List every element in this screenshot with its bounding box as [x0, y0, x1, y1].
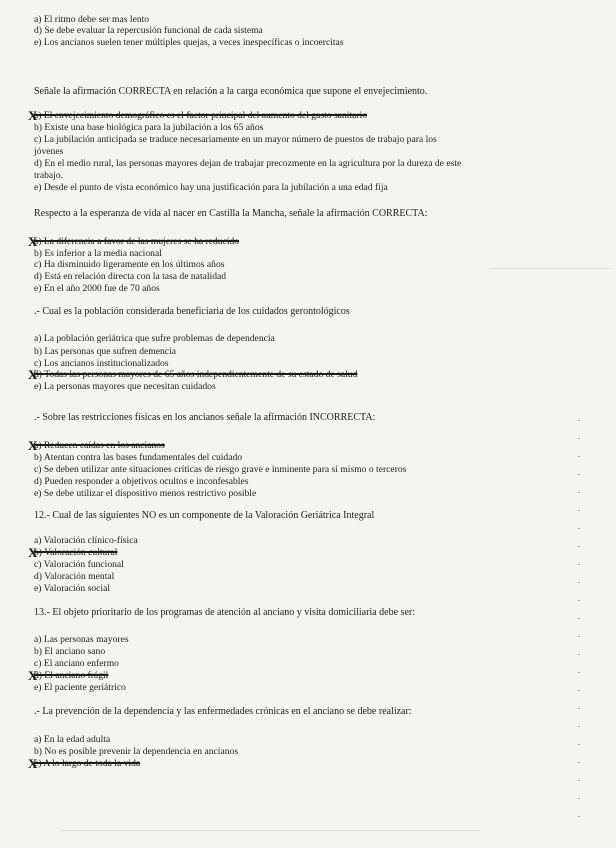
scan-artifact	[578, 456, 580, 457]
answer-option: b) El anciano sano	[34, 646, 106, 657]
answer-checkmark: X	[28, 438, 38, 453]
answer-option: e) Valoración social	[34, 583, 111, 594]
scan-artifact	[578, 618, 580, 619]
answer-option: d) Todas las personas mayores de 65 años independientemente de su estado de salud	[34, 369, 358, 380]
scan-artifact	[578, 744, 580, 745]
scan-artifact	[578, 546, 580, 547]
answer-checkmark: X	[28, 108, 38, 123]
question-text: 12.- Cual de las siguientes NO es un componente de la Valoración Geriátrica Integral	[34, 510, 375, 521]
answer-option: e) La personas mayores que necesitan cuidados	[34, 381, 216, 392]
answer-option: b) Existe una base biológica para la jubilación a los 65 años	[34, 122, 264, 133]
scan-artifact	[578, 600, 580, 601]
scan-artifact	[578, 582, 580, 583]
scan-artifact	[578, 528, 580, 529]
answer-option: a) El ritmo debe ser mas lento	[34, 14, 150, 25]
scan-noise	[490, 268, 610, 269]
answer-option: c) Los ancianos institucionalizados	[34, 358, 169, 369]
answer-option: c) Ha disminuido ligeramente en los últimos años	[34, 259, 225, 270]
answer-option: e) En el año 2000 fue de 70 años	[34, 283, 160, 294]
answer-option: c) El anciano enfermo	[34, 658, 119, 669]
answer-option: a) En la edad adulta	[34, 734, 111, 745]
answer-option: a) Las personas mayores	[34, 634, 129, 645]
answer-option: d) El anciano frágil	[34, 670, 109, 681]
answer-option: e) Se debe utilizar el dispositivo menos restrictivo posible	[34, 488, 257, 499]
scan-artifact	[578, 672, 580, 673]
answer-option: trabajo.	[34, 170, 64, 181]
answer-checkmark: X	[28, 756, 38, 771]
answer-option: b) Atentan contra las bases fundamentales del cuidado	[34, 452, 243, 463]
answer-checkmark: X	[28, 545, 38, 560]
question-text: .- Cual es la población considerada beneficiaria de los cuidados gerontológicos	[34, 306, 350, 317]
scan-artifact	[578, 474, 580, 475]
answer-option: e) Desde el punto de vista económico hay una justificación para la jubilación a una edad fija	[34, 182, 388, 193]
answer-option: b) Es inferior a la media nacional	[34, 248, 162, 259]
answer-option: c) Valoración funcional	[34, 559, 124, 570]
answer-option: b) No es posible prevenir la dependencia en ancianos	[34, 746, 239, 757]
scan-artifact	[578, 492, 580, 493]
answer-checkmark: X	[28, 668, 38, 683]
scan-artifact	[578, 654, 580, 655]
question-text: 13.- El objeto prioritario de los programas de atención al anciano y visita domiciliaria debe ser:	[34, 607, 415, 618]
question-text: .- La prevención de la dependencia y las enfermedades crónicas en el anciano se debe realizar:	[34, 706, 412, 717]
answer-option: e) Los ancianos suelen tener múltiples quejas, a veces inespecíficas o incoercitas	[34, 37, 344, 48]
answer-option: c) A lo largo de toda la vida	[34, 758, 141, 769]
scan-artifact	[578, 726, 580, 727]
answer-checkmark: X	[28, 367, 38, 382]
answer-option: d) Está en relación directa con la tasa de natalidad	[34, 271, 227, 282]
answer-option: jóvenes	[34, 146, 64, 157]
scan-noise	[60, 830, 480, 831]
scan-artifact	[578, 798, 580, 799]
answer-checkmark: X	[28, 234, 38, 249]
scan-artifact	[578, 708, 580, 709]
answer-option: d) En el medio rural, las personas mayores dejan de trabajar precozmente en la agricultura por la dureza de este	[34, 158, 462, 169]
question-text: Respecto a la esperanza de vida al nacer en Castilla la Mancha, señale la afirmación CORRECTA:	[34, 208, 428, 219]
answer-option: a) La población geriátrica que sufre problemas de dependencia	[34, 333, 275, 344]
question-text: .- Sobre las restricciones físicas en los ancianos señale la afirmación INCORRECTA:	[34, 412, 376, 423]
scan-artifact	[578, 690, 580, 691]
question-text: Señale la afirmación CORRECTA en relación a la carga económica que supone el envejecimiento.	[34, 86, 428, 97]
answer-option: a) Reducen caídas en los ancianos	[34, 440, 165, 451]
answer-option: a) La diferencia a favor de las mujeres se ha reducido	[34, 236, 240, 247]
answer-option: d) Se debe evaluar la repercusión funcional de cada sistema	[34, 25, 263, 36]
answer-option: a) Valoración clínico-física	[34, 535, 138, 546]
answer-option: c) Se deben utilizar ante situaciones críticas de riesgo grave e inminente para sí mismo o terceros	[34, 464, 407, 475]
scan-artifact	[578, 510, 580, 511]
answer-option: e) El paciente geriátrico	[34, 682, 126, 693]
scan-artifact	[578, 762, 580, 763]
scan-artifact	[578, 780, 580, 781]
scan-artifact	[578, 438, 580, 439]
scan-artifact	[578, 636, 580, 637]
answer-option: d) Pueden responder a objetivos ocultos e inconfesables	[34, 476, 249, 487]
scan-artifact	[578, 420, 580, 421]
scan-artifact	[578, 564, 580, 565]
answer-option: b) Las personas que sufren demencia	[34, 346, 176, 357]
answer-option: c) La jubilación anticipada se traduce necesariamente en un mayor número de puestos de trabajo para los	[34, 134, 437, 145]
answer-option: d) Valoración mental	[34, 571, 115, 582]
answer-option: b) Valoración cultural	[34, 547, 118, 558]
answer-option: a) El envejecimiento demográfico es el factor principal del aumento del gasto sanitario	[34, 110, 367, 121]
scan-artifact	[578, 816, 580, 817]
